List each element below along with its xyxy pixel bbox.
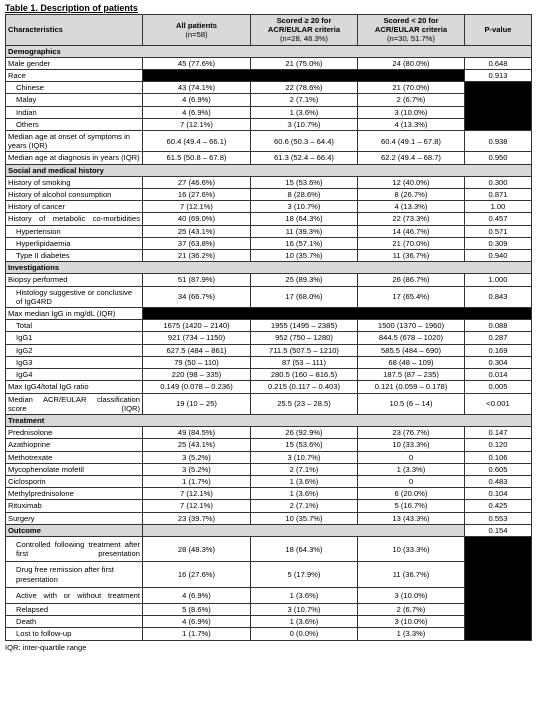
table-cell: 87 (53 – 111) <box>251 356 358 368</box>
table-row <box>6 57 532 69</box>
table-cell: 0.147 <box>465 427 532 439</box>
table-cell: 3 (10.7%) <box>251 201 358 213</box>
table-cell: 6 (20.0%) <box>358 488 465 500</box>
table-cell: 11 (36.7%) <box>358 562 465 587</box>
table-cell: 23 (76.7%) <box>358 427 465 439</box>
table-cell: 14 (46.7%) <box>358 225 465 237</box>
table-cell: 4 (6.9%) <box>143 616 251 628</box>
table-cell: 37 (63.8%) <box>143 237 251 249</box>
table-row <box>6 603 532 615</box>
table-cell: 10 (33.3%) <box>358 439 465 451</box>
table-cell: History of alcohol consumption <box>6 189 143 201</box>
table-cell: 0.309 <box>465 237 532 249</box>
table-cell: 25 (43.1%) <box>143 439 251 451</box>
col-all-patients: All patients (n=58) <box>143 15 251 46</box>
table-cell: 16 (27.6%) <box>143 562 251 587</box>
table-cell: 3 (10.7%) <box>251 118 358 130</box>
table-cell: 1 (3.6%) <box>251 616 358 628</box>
table-cell: 25.5 (23 – 28.5) <box>251 393 358 414</box>
table-cell: 23 (39.7%) <box>143 512 251 524</box>
table-cell: Social and medical history <box>6 164 532 176</box>
table-cell: 11 (36.7%) <box>358 250 465 262</box>
table-row <box>6 131 532 152</box>
blacked-out-cell <box>143 70 465 82</box>
table-cell: Biopsy performed <box>6 274 143 286</box>
col-characteristics: Characteristics <box>6 15 143 46</box>
table-cell: 5 (8.6%) <box>143 603 251 615</box>
table-row <box>6 201 532 213</box>
table-cell: 7 (12.1%) <box>143 500 251 512</box>
table-cell: 1500 (1370 – 1960) <box>358 320 465 332</box>
table-cell: 4 (13.3%) <box>358 118 465 130</box>
table-cell: 13 (43.3%) <box>358 512 465 524</box>
table-cell: 921 (734 – 1150) <box>143 332 251 344</box>
table-row <box>6 356 532 368</box>
table-row <box>6 344 532 356</box>
table-cell: Indian <box>6 106 143 118</box>
table-cell: 51 (87.9%) <box>143 274 251 286</box>
table-cell: 0.304 <box>465 356 532 368</box>
table-row <box>6 439 532 451</box>
table-cell: IgG3 <box>6 356 143 368</box>
table-cell: 25 (89.3%) <box>251 274 358 286</box>
table-cell: 5 (16.7%) <box>358 500 465 512</box>
table-cell: 1.00 <box>465 201 532 213</box>
table-cell: 40 (69.0%) <box>143 213 251 225</box>
table-cell: 15 (53.6%) <box>251 439 358 451</box>
table-cell: 61.3 (52.4 – 66.4) <box>251 152 358 164</box>
table-cell: Treatment <box>6 414 532 426</box>
patients-table <box>5 14 532 641</box>
table-cell: 60.4 (49.4 – 66.1) <box>143 131 251 152</box>
table-cell: 3 (5.2%) <box>143 451 251 463</box>
table-cell: 0.104 <box>465 488 532 500</box>
table-row <box>6 106 532 118</box>
table-cell: 0.215 (0.117 – 0.403) <box>251 381 358 393</box>
table-row <box>6 332 532 344</box>
table-cell: Max median IgG in mg/dL (IQR) <box>6 308 143 320</box>
table-cell: 3 (5.2%) <box>143 463 251 475</box>
table-cell: Prednisolone <box>6 427 143 439</box>
table-cell: 627.5 (484 – 861) <box>143 344 251 356</box>
table-cell: 0.950 <box>465 152 532 164</box>
table-cell: 1 (3.3%) <box>358 628 465 640</box>
table-cell: Drug free remission after first presentation <box>6 562 143 587</box>
table-cell: Others <box>6 118 143 130</box>
table-cell: Rituximab <box>6 500 143 512</box>
table-cell: 60.4 (49.1 – 67.8) <box>358 131 465 152</box>
table-cell: Death <box>6 616 143 628</box>
table-cell: History of metabolic co-morbidities <box>6 213 143 225</box>
table-cell: Male gender <box>6 57 143 69</box>
table-row <box>6 213 532 225</box>
table-cell: 0.605 <box>465 463 532 475</box>
table-cell: Ciclosporin <box>6 475 143 487</box>
table-cell: 16 (57.1%) <box>251 237 358 249</box>
table-row <box>6 512 532 524</box>
table-row <box>6 118 532 130</box>
table-cell: Active with or without treatment <box>6 587 143 603</box>
table-cell: 0.300 <box>465 176 532 188</box>
table-cell: History of cancer <box>6 201 143 213</box>
table-cell: 0.149 (0.078 – 0.236) <box>143 381 251 393</box>
table-cell: 15 (53.6%) <box>251 176 358 188</box>
table-cell: 0 (0.0%) <box>251 628 358 640</box>
blacked-out-cell <box>143 308 532 320</box>
blacked-out-cell <box>465 536 532 640</box>
table-cell: 0.457 <box>465 213 532 225</box>
table-cell: 0.843 <box>465 286 532 307</box>
table-cell: 24 (80.0%) <box>358 57 465 69</box>
table-row <box>6 250 532 262</box>
table-cell: 0.088 <box>465 320 532 332</box>
table-cell: Median age at onset of symptoms in years (IQR) <box>6 131 143 152</box>
table-cell: Median ACR/EULAR classification score (IQR) <box>6 393 143 414</box>
table-cell: 3 (10.7%) <box>251 603 358 615</box>
table-cell: 0.005 <box>465 381 532 393</box>
table-cell: 3 (10.7%) <box>251 451 358 463</box>
table-cell: 2 (6.7%) <box>358 94 465 106</box>
table-row <box>6 286 532 307</box>
table-cell: 187.5 (87 – 235) <box>358 369 465 381</box>
table-cell: 10.5 (6 – 14) <box>358 393 465 414</box>
table-cell: 34 (66.7%) <box>143 286 251 307</box>
table-cell: 2 (7.1%) <box>251 463 358 475</box>
table-cell: Race <box>6 70 143 82</box>
table-cell: 0.553 <box>465 512 532 524</box>
col-scored-ge20: Scored ≥ 20 for ACR/EULAR criteria (n=28, 48.3%) <box>251 15 358 46</box>
table-cell: 17 (68.0%) <box>251 286 358 307</box>
table-cell: 27 (46.6%) <box>143 176 251 188</box>
table-row <box>6 320 532 332</box>
table-cell: 1 (3.6%) <box>251 488 358 500</box>
table-cell: 60.6 (50.3 – 64.4) <box>251 131 358 152</box>
table-cell: 3 (10.0%) <box>358 106 465 118</box>
table-cell: History of smoking <box>6 176 143 188</box>
table-cell: Methotrexate <box>6 451 143 463</box>
table-row <box>6 94 532 106</box>
table-cell: 10 (35.7%) <box>251 250 358 262</box>
table-cell: Histology suggestive or conclusive of IgG4RD <box>6 286 143 307</box>
table-row <box>6 237 532 249</box>
table-row <box>6 587 532 603</box>
table-row <box>6 82 532 94</box>
section-row <box>6 262 532 274</box>
table-cell: 1675 (1420 – 2140) <box>143 320 251 332</box>
table-cell: 3 (10.0%) <box>358 616 465 628</box>
table-cell: 2 (7.1%) <box>251 94 358 106</box>
table-cell: 220 (98 – 335) <box>143 369 251 381</box>
table-cell: 1955 (1495 – 2385) <box>251 320 358 332</box>
section-row <box>6 164 532 176</box>
table-cell: 22 (73.3%) <box>358 213 465 225</box>
table-cell: 21 (70.0%) <box>358 237 465 249</box>
table-cell: 1 (3.6%) <box>251 106 358 118</box>
table-cell: Lost to follow-up <box>6 628 143 640</box>
table-cell: 585.5 (484 – 690) <box>358 344 465 356</box>
table-row <box>6 225 532 237</box>
table-cell: 7 (12.1%) <box>143 488 251 500</box>
table-cell: 711.5 (507.5 – 1210) <box>251 344 358 356</box>
blacked-out-cell <box>465 82 532 131</box>
table-cell: 10 (35.7%) <box>251 512 358 524</box>
table-cell: IgG1 <box>6 332 143 344</box>
table-cell: Median age at diagnosis in years (IQR) <box>6 152 143 164</box>
table-cell: 2 (6.7%) <box>358 603 465 615</box>
table-cell: Malay <box>6 94 143 106</box>
table-cell: 0.913 <box>465 70 532 82</box>
table-row <box>6 463 532 475</box>
table-cell: IgG4 <box>6 369 143 381</box>
table-cell: 0.120 <box>465 439 532 451</box>
blacked-out-cell <box>143 524 465 536</box>
table-cell: 26 (92.9%) <box>251 427 358 439</box>
table-cell: 22 (78.6%) <box>251 82 358 94</box>
table-cell: Max IgG4/total IgG ratio <box>6 381 143 393</box>
table-cell: Methylprednisolone <box>6 488 143 500</box>
table-cell: 0.425 <box>465 500 532 512</box>
table-cell: 28 (48.3%) <box>143 536 251 561</box>
table-cell: Outcome <box>6 524 143 536</box>
table-cell: 844.5 (678 – 1020) <box>358 332 465 344</box>
col-pvalue: P-value <box>465 15 532 46</box>
table-cell: 1 (3.6%) <box>251 475 358 487</box>
table-cell: 4 (6.9%) <box>143 587 251 603</box>
table-cell: 1 (3.6%) <box>251 587 358 603</box>
table-cell: Mycophenolate mofetil <box>6 463 143 475</box>
table-row <box>6 369 532 381</box>
table-row <box>6 562 532 587</box>
table-cell: 3 (10.0%) <box>358 587 465 603</box>
table-cell: Total <box>6 320 143 332</box>
table-cell: 79 (50 – 110) <box>143 356 251 368</box>
table-cell: 0.483 <box>465 475 532 487</box>
table-cell: Surgery <box>6 512 143 524</box>
table-cell: Investigations <box>6 262 532 274</box>
table-cell: 7 (12.1%) <box>143 201 251 213</box>
table-row <box>6 393 532 414</box>
table-cell: Type II diabetes <box>6 250 143 262</box>
table-cell: 1 (1.7%) <box>143 475 251 487</box>
table-cell: 11 (39.3%) <box>251 225 358 237</box>
table-cell: 61.5 (50.8 – 67.8) <box>143 152 251 164</box>
table-row <box>6 488 532 500</box>
section-row <box>6 45 532 57</box>
table-cell: 8 (28.6%) <box>251 189 358 201</box>
table-row <box>6 536 532 561</box>
table-cell: 8 (26.7%) <box>358 189 465 201</box>
table-cell: 45 (77.6%) <box>143 57 251 69</box>
table-cell: 21 (36.2%) <box>143 250 251 262</box>
table-cell: 68 (48 – 109) <box>358 356 465 368</box>
table-cell: 18 (64.3%) <box>251 536 358 561</box>
table-cell: 21 (70.0%) <box>358 82 465 94</box>
table-cell: 952 (750 – 1280) <box>251 332 358 344</box>
table-cell: 0.940 <box>465 250 532 262</box>
table-cell: 17 (65.4%) <box>358 286 465 307</box>
table-cell: 18 (64.3%) <box>251 213 358 225</box>
table-cell: 0 <box>358 475 465 487</box>
table-cell: Chinese <box>6 82 143 94</box>
table-row <box>6 308 532 320</box>
table-cell: 4 (13.3%) <box>358 201 465 213</box>
table-row <box>6 500 532 512</box>
table-cell: 0.154 <box>465 524 532 536</box>
table-cell: Controlled following treatment after first presentation <box>6 536 143 561</box>
table-cell: 4 (6.9%) <box>143 94 251 106</box>
table-cell: 280.5 (160 – 816.5) <box>251 369 358 381</box>
table-cell: IgG2 <box>6 344 143 356</box>
table-cell: 26 (86.7%) <box>358 274 465 286</box>
table-cell: 0.121 (0.059 – 0.178) <box>358 381 465 393</box>
table-row <box>6 616 532 628</box>
table-row <box>6 152 532 164</box>
table-cell: 12 (40.0%) <box>358 176 465 188</box>
table-cell: 19 (10 – 25) <box>143 393 251 414</box>
table-cell: <0.001 <box>465 393 532 414</box>
header-row <box>6 15 532 46</box>
table-cell: 1 (1.7%) <box>143 628 251 640</box>
table-cell: Hyperlipidaemia <box>6 237 143 249</box>
table-cell: Hypertension <box>6 225 143 237</box>
table-row <box>6 189 532 201</box>
table-cell: 4 (6.9%) <box>143 106 251 118</box>
table-cell: 7 (12.1%) <box>143 118 251 130</box>
table-cell: 21 (75.0%) <box>251 57 358 69</box>
table-title: Table 1. Description of patients <box>5 3 138 13</box>
section-row <box>6 414 532 426</box>
table-row <box>6 274 532 286</box>
table-cell: 43 (74.1%) <box>143 82 251 94</box>
table-cell: 25 (43.1%) <box>143 225 251 237</box>
table-cell: 1.000 <box>465 274 532 286</box>
table-row <box>6 70 532 82</box>
table-cell: Azathioprine <box>6 439 143 451</box>
table-cell: 0.871 <box>465 189 532 201</box>
table-cell: Demographics <box>6 45 532 57</box>
table-cell: 10 (33.3%) <box>358 536 465 561</box>
table-cell: 5 (17.9%) <box>251 562 358 587</box>
table-cell: 0.014 <box>465 369 532 381</box>
footnote: IQR: inter-quartile range <box>5 642 87 652</box>
section-row <box>6 524 532 536</box>
col-scored-lt20: Scored < 20 for ACR/EULAR criteria (n=30, 51.7%) <box>358 15 465 46</box>
table-cell: 0 <box>358 451 465 463</box>
table-row <box>6 176 532 188</box>
table-cell: 1 (3.3%) <box>358 463 465 475</box>
table-row <box>6 381 532 393</box>
table-cell: 62.2 (49.4 – 68.7) <box>358 152 465 164</box>
table-cell: 2 (7.1%) <box>251 500 358 512</box>
table-row <box>6 427 532 439</box>
table-row <box>6 451 532 463</box>
table-row <box>6 475 532 487</box>
table-cell: 0.169 <box>465 344 532 356</box>
table-cell: 0.571 <box>465 225 532 237</box>
table-cell: Relapsed <box>6 603 143 615</box>
table-cell: 16 (27.6%) <box>143 189 251 201</box>
table-cell: 0.648 <box>465 57 532 69</box>
table-cell: 0.938 <box>465 131 532 152</box>
table-cell: 0.106 <box>465 451 532 463</box>
table-cell: 49 (84.5%) <box>143 427 251 439</box>
table-row <box>6 628 532 640</box>
table-cell: 0.287 <box>465 332 532 344</box>
